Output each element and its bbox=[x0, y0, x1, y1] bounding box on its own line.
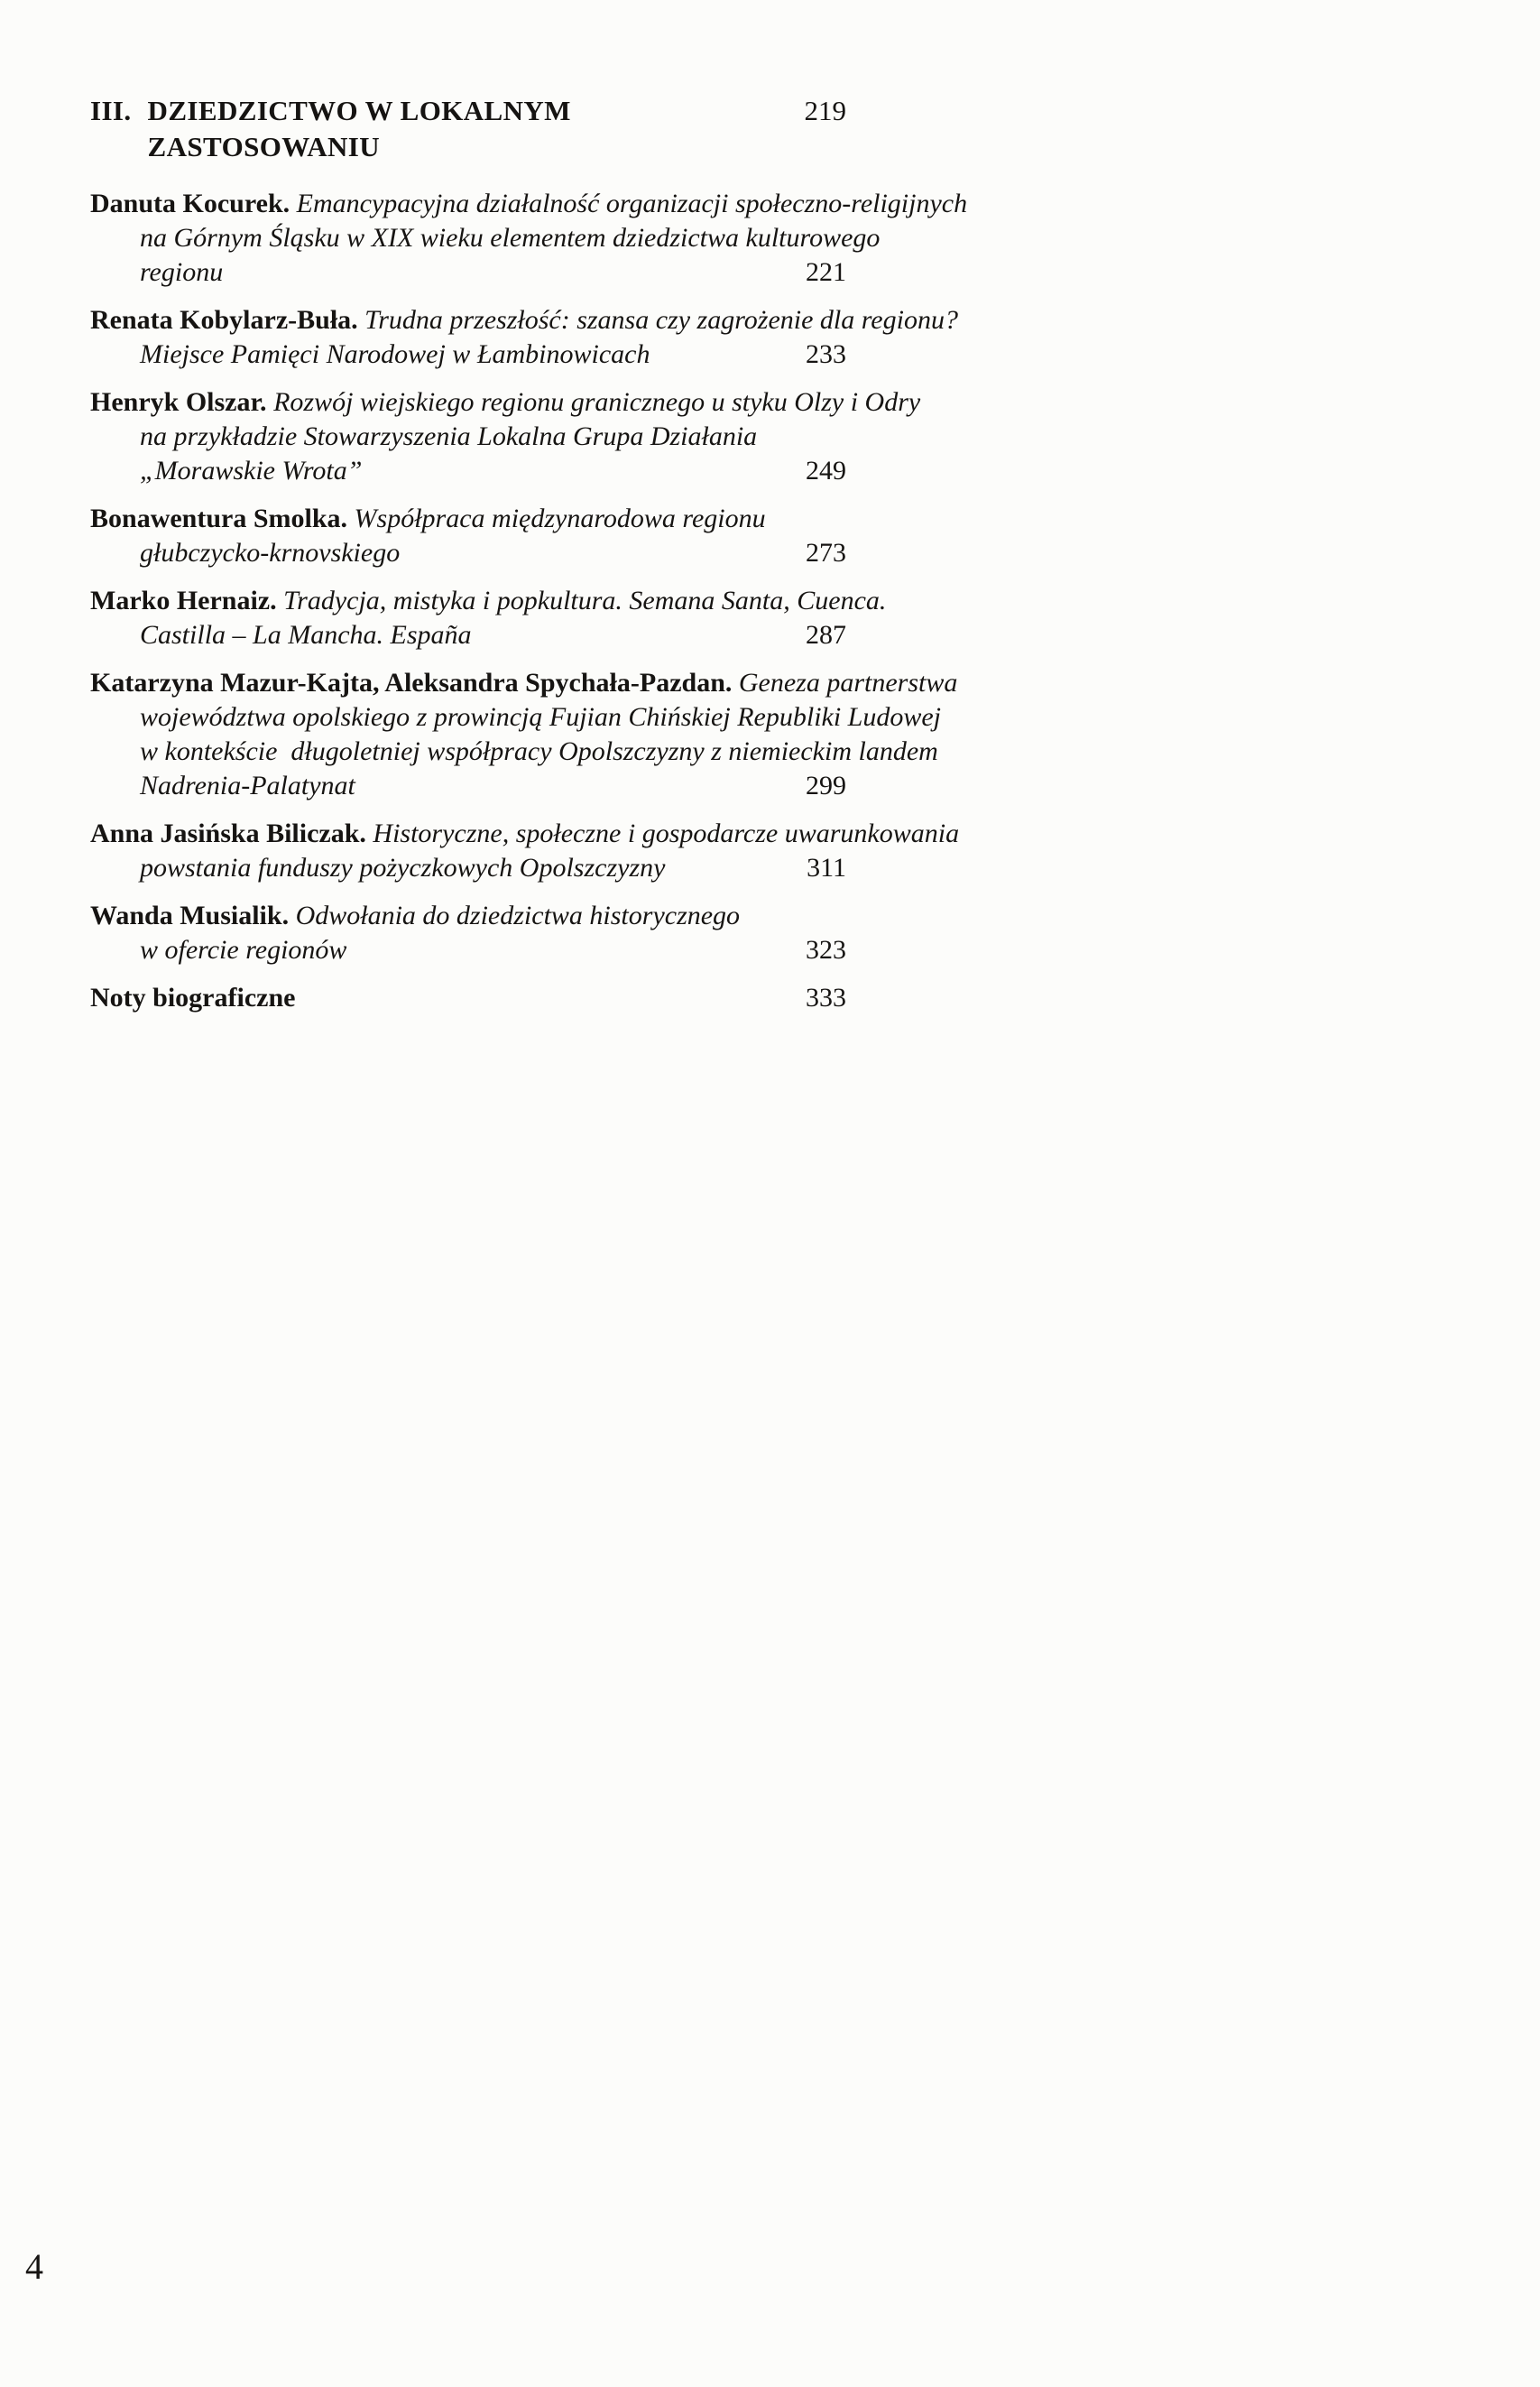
toc-entry bbox=[90, 584, 887, 652]
entry-first-line bbox=[90, 187, 968, 221]
entry-title-text: na Górnym Śląsku w XIX wieku elementem dziedzictwa kulturowego bbox=[140, 223, 881, 253]
entry-author: Wanda Musialik. bbox=[90, 901, 296, 930]
entry-title-text: w ofercie regionów bbox=[140, 935, 347, 965]
entry-first-line bbox=[90, 899, 846, 933]
entry-continuation-line bbox=[90, 536, 846, 570]
entry-title-text: Historyczne, społeczne i gospodarcze uwarunkowania bbox=[373, 819, 960, 848]
entry-title-text: Geneza partnerstwa bbox=[738, 668, 958, 698]
section-header bbox=[90, 93, 846, 165]
entry-first-line bbox=[90, 385, 921, 420]
entry-continuation-line bbox=[90, 420, 846, 454]
toc-entry bbox=[90, 303, 958, 372]
entry-continuation-line bbox=[90, 618, 846, 652]
entry-title-text: na przykładzie Stowarzyszenia Lokalna Grupa Działania bbox=[140, 421, 758, 451]
entry-first-line bbox=[90, 502, 846, 536]
entry-title-text: Tradycja, mistyka i popkultura. Semana Santa, Cuenca. bbox=[283, 586, 887, 615]
entry-continuation-line bbox=[90, 454, 846, 488]
entry-title-text: Miejsce Pamięci Narodowej w Łambinowicach bbox=[140, 339, 650, 369]
entry-page-number: 299 bbox=[806, 771, 846, 800]
entry-author: Anna Jasińska Biliczak. bbox=[90, 819, 373, 848]
entry-continuation-line bbox=[90, 338, 846, 372]
entry-page-number: 323 bbox=[806, 935, 846, 965]
toc-entry bbox=[90, 187, 968, 290]
entry-author: Renata Kobylarz-Buła. bbox=[90, 305, 365, 335]
entry-title-text: głubczycko-krnovskiego bbox=[140, 538, 401, 568]
entry-title-text: województwa opolskiego z prowincją Fujian Chińskiej Republiki Ludowej bbox=[140, 702, 942, 732]
entry-title-text: Castilla – La Mancha. España bbox=[140, 620, 472, 650]
entry-title-text: Rozwój wiejskiego regionu granicznego u styku Olzy i Odry bbox=[273, 387, 921, 417]
entry-page-number: 221 bbox=[806, 257, 846, 287]
entry-continuation-line bbox=[90, 735, 938, 769]
entry-author: Bonawentura Smolka. bbox=[90, 504, 355, 533]
entry-first-line bbox=[90, 303, 958, 338]
entry-page-number: 249 bbox=[806, 456, 846, 486]
entry-title-text: Trudna przeszłość: szansa czy zagrożenie dla regionu? bbox=[364, 305, 958, 335]
entry-continuation-line bbox=[90, 700, 942, 735]
entry-title-text: Emancypacyjna działalność organizacji społeczno-religijnych bbox=[296, 189, 968, 218]
entry-title-text: Odwołania do dziedzictwa historycznego bbox=[295, 901, 741, 930]
entry-page-number: 273 bbox=[806, 538, 846, 568]
section-page-number: 219 bbox=[804, 95, 846, 126]
entry-author: Katarzyna Mazur-Kajta, Aleksandra Spychała-Pazdan. bbox=[90, 668, 739, 698]
entry-page-number: 233 bbox=[806, 339, 846, 369]
entry-author: Henryk Olszar. bbox=[90, 387, 274, 417]
entry-title-text: w kontekście długoletniej współpracy Opolszczyzny z niemieckim landem bbox=[140, 736, 938, 766]
entry-author: Marko Hernaiz. bbox=[90, 586, 284, 615]
toc-entry bbox=[90, 981, 846, 1015]
entry-page-number: 287 bbox=[806, 620, 846, 650]
toc-entry bbox=[90, 385, 921, 488]
entry-page-number: 311 bbox=[807, 853, 846, 883]
entry-page-number: 333 bbox=[806, 983, 846, 1013]
entry-title-text: Współpraca międzynarodowa regionu bbox=[354, 504, 766, 533]
folio-page-number: 4 bbox=[25, 2246, 43, 2287]
entry-author: Danuta Kocurek. bbox=[90, 189, 297, 218]
toc-entry bbox=[90, 502, 846, 570]
entry-continuation-line bbox=[90, 933, 846, 967]
toc-entry bbox=[90, 666, 958, 803]
entry-continuation-line bbox=[90, 255, 846, 290]
toc-entry bbox=[90, 899, 846, 967]
section-numeral: III. bbox=[90, 95, 132, 126]
entry-continuation-line bbox=[90, 221, 881, 255]
entry-title-text: regionu bbox=[140, 257, 224, 287]
entry-continuation-line bbox=[90, 769, 846, 803]
entry-first-line bbox=[90, 981, 846, 1015]
section-title: DZIEDZICTWO W LOKALNYM ZASTOSOWANIU bbox=[147, 95, 571, 162]
table-of-contents bbox=[90, 93, 968, 1029]
entry-first-line bbox=[90, 817, 960, 851]
entry-author: Noty biograficzne bbox=[90, 983, 296, 1013]
toc-entry bbox=[90, 817, 960, 885]
entry-title-text: powstania funduszy pożyczkowych Opolszczyzny bbox=[140, 853, 666, 883]
entry-first-line bbox=[90, 666, 958, 700]
toc-entries bbox=[90, 187, 968, 1015]
entry-title-text: Nadrenia-Palatynat bbox=[140, 771, 355, 800]
entry-continuation-line bbox=[90, 851, 846, 885]
entry-title-text: „Morawskie Wrota” bbox=[140, 456, 363, 486]
entry-first-line bbox=[90, 584, 887, 618]
